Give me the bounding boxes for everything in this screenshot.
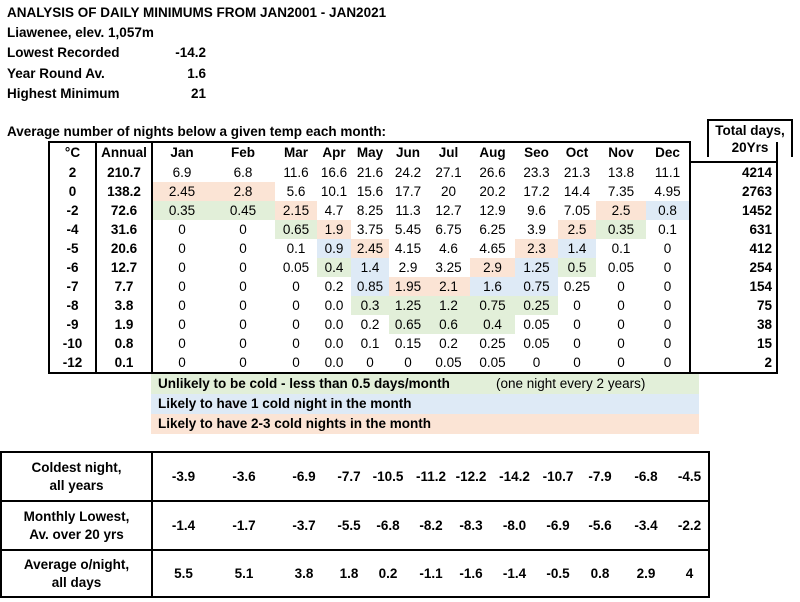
month-value-cell: 2.45	[152, 182, 211, 201]
month-value-cell: 0.65	[389, 315, 427, 334]
summary-value-cell: -8.2	[412, 501, 450, 550]
summary-value-cell: -3.7	[274, 501, 334, 550]
legend-orange-text: Likely to have 2-3 cold nights in the month	[158, 416, 432, 431]
month-value-cell: 0	[617, 336, 625, 351]
month-value-cell: 2.9	[398, 260, 418, 275]
month-value-cell: 0.35	[152, 201, 211, 220]
month-value-cell: 17.2	[523, 184, 550, 199]
temp-cell: -6	[49, 258, 96, 277]
month-value-cell: 15.6	[356, 184, 384, 199]
total-cell: 2	[690, 353, 777, 373]
table-caption: Average number of nights below a given temp each month:	[7, 124, 387, 139]
month-value-cell: 0.15	[394, 336, 422, 351]
month-value-cell: 0.65	[275, 220, 317, 239]
summary-value-cell: -6.8	[621, 452, 671, 501]
stat-value-lowest: -14.2	[175, 45, 206, 60]
summary-value-cell: -2.2	[671, 501, 709, 550]
temp-cell: -2	[49, 201, 96, 220]
header-cell: Feb	[211, 142, 275, 162]
month-value-cell: 11.6	[283, 164, 309, 180]
summary-label-line1: Average o/night,	[23, 556, 130, 572]
summary-label-line2: Av. over 20 yrs	[29, 526, 124, 542]
month-value-cell: 2.5	[596, 201, 646, 220]
month-value-cell: 0.1	[360, 336, 380, 351]
month-value-cell: 0.25	[479, 336, 506, 351]
header-cell: Aug	[470, 142, 515, 162]
table-row	[49, 296, 777, 315]
header-cell: Oct	[558, 142, 596, 162]
month-value-cell: 0.6	[427, 315, 470, 334]
month-value-cell: 0	[239, 241, 247, 256]
header-cell: Apr	[317, 142, 351, 162]
month-value-cell: 5.45	[394, 222, 422, 237]
month-value-cell: 0	[275, 353, 317, 373]
month-value-cell: 0	[646, 258, 690, 277]
month-value-cell: 0	[292, 317, 300, 332]
annual-cell: 72.6	[96, 201, 152, 220]
annual-cell: 3.8	[96, 296, 152, 315]
summary-row	[1, 501, 709, 550]
month-value-cell: 4.7	[324, 203, 344, 218]
month-value-cell: 23.3	[523, 164, 550, 180]
annual-cell: 138.2	[96, 182, 152, 201]
month-value-cell: 20	[440, 184, 457, 199]
month-value-cell: 0.0	[324, 298, 344, 313]
month-value-cell: 0	[515, 353, 558, 373]
annual-cell: 20.6	[96, 239, 152, 258]
month-value-cell: 1.6	[470, 277, 515, 296]
temp-cell: -8	[49, 296, 96, 315]
month-value-cell: 0	[211, 353, 275, 373]
month-value-cell: 0.1	[286, 241, 306, 256]
annual-cell: 1.9	[96, 315, 152, 334]
summary-label-line2: all years	[49, 477, 104, 493]
month-value-cell: 4.15	[394, 241, 422, 256]
header-cell: May	[351, 142, 389, 162]
month-value-cell: 0	[239, 298, 247, 313]
month-value-cell: 24.2	[394, 164, 422, 180]
month-value-cell: 0.2	[360, 317, 380, 332]
total-cell: 4214	[690, 162, 777, 182]
header-cell: Nov	[596, 142, 646, 162]
annual-cell: 12.7	[96, 258, 152, 277]
month-value-cell: 0.8	[646, 201, 690, 220]
summary-label-line1: Monthly Lowest,	[23, 508, 130, 524]
month-value-cell: 0	[239, 317, 247, 332]
stat-value-highest: 21	[190, 86, 206, 101]
month-value-cell: 6.9	[172, 164, 192, 180]
month-value-cell: 0	[178, 222, 186, 237]
month-value-cell: 4.65	[479, 241, 506, 256]
month-value-cell: 0	[617, 298, 625, 313]
legend-green-note: (one night every 2 years)	[496, 376, 646, 391]
month-value-cell: 0.25	[515, 296, 558, 315]
month-value-cell: 0.05	[282, 260, 310, 275]
month-value-cell: 0.4	[317, 258, 351, 277]
month-value-cell: 21.3	[563, 164, 591, 180]
month-value-cell: 0	[178, 279, 186, 294]
month-value-cell: 2.3	[515, 239, 558, 258]
annual-cell: 210.7	[96, 162, 152, 182]
month-value-cell: 2.8	[211, 182, 275, 201]
month-value-cell: 27.1	[435, 164, 462, 180]
month-value-cell: 0	[646, 315, 690, 334]
month-value-cell: 0	[239, 336, 247, 351]
month-value-cell: 17.7	[394, 184, 422, 199]
month-value-cell: 0	[617, 279, 625, 294]
location-label: Liawenee, elev. 1,057m	[7, 25, 154, 40]
month-value-cell: 0	[178, 298, 186, 313]
month-value-cell: 0.0	[324, 336, 344, 351]
temp-cell: 2	[49, 162, 96, 182]
summary-value-cell: -10.5	[364, 452, 412, 501]
total-cell: 1452	[690, 201, 777, 220]
month-value-cell: 20.2	[479, 184, 506, 199]
summary-value-cell: -14.2	[492, 452, 537, 501]
summary-value-cell: -0.5	[537, 550, 579, 597]
month-value-cell: 0.75	[515, 277, 558, 296]
header-cell-total	[690, 142, 777, 162]
month-value-cell: 0.1	[646, 220, 690, 239]
month-value-cell: 0.45	[211, 201, 275, 220]
summary-value-cell: -7.7	[334, 452, 364, 501]
nights-below-temp-table	[48, 141, 778, 374]
annual-cell: 31.6	[96, 220, 152, 239]
summary-value-cell: -7.9	[579, 452, 621, 501]
summary-label-cell	[1, 501, 152, 550]
total-cell: 154	[690, 277, 777, 296]
month-value-cell: 14.4	[563, 184, 591, 199]
summary-value-cell: -8.0	[492, 501, 537, 550]
total-cell: 15	[690, 334, 777, 353]
month-value-cell: 4.6	[439, 241, 458, 256]
summary-value-cell: 3.8	[274, 550, 334, 597]
temp-cell: -12	[49, 353, 96, 373]
month-value-cell: 1.9	[317, 220, 351, 239]
month-value-cell: 26.6	[479, 164, 506, 180]
month-value-cell: 0.85	[351, 277, 389, 296]
report-title: ANALYSIS OF DAILY MINIMUMS FROM JAN2001 - JAN2021	[7, 5, 387, 20]
month-value-cell: 0	[292, 336, 300, 351]
total-cell: 254	[690, 258, 777, 277]
month-value-cell: 0	[351, 353, 389, 373]
month-value-cell: 12.7	[435, 203, 462, 218]
month-value-cell: 0.3	[351, 296, 389, 315]
month-value-cell: 3.75	[356, 222, 384, 237]
month-value-cell: 0	[178, 260, 186, 275]
summary-value-cell: 5.5	[152, 550, 214, 597]
month-value-cell: 2.45	[351, 239, 389, 258]
summary-value-cell: -6.9	[537, 501, 579, 550]
month-value-cell: 0	[239, 260, 247, 275]
month-value-cell: 8.25	[356, 203, 384, 218]
month-value-cell: 0	[292, 279, 300, 294]
month-value-cell: 0	[178, 317, 186, 332]
month-value-cell: 0.05	[607, 260, 635, 275]
month-value-cell: 6.25	[479, 222, 506, 237]
month-value-cell: 1.4	[558, 239, 596, 258]
summary-value-cell: -5.6	[579, 501, 621, 550]
month-value-cell: 5.6	[286, 184, 306, 199]
month-value-cell: 0	[646, 353, 690, 373]
month-value-cell: 6.75	[435, 222, 462, 237]
summary-value-cell: -1.1	[412, 550, 450, 597]
monthly-summary-table	[0, 451, 710, 598]
stat-label-average: Year Round Av.	[7, 66, 105, 81]
month-value-cell: 0	[152, 353, 211, 373]
month-value-cell: 7.05	[563, 203, 591, 218]
month-value-cell: 2.9	[470, 258, 515, 277]
summary-label-line2: all days	[51, 574, 102, 590]
month-value-cell: 2.15	[275, 201, 317, 220]
temp-cell: -4	[49, 220, 96, 239]
month-value-cell: 1.25	[389, 296, 427, 315]
table-row	[49, 334, 777, 353]
month-value-cell: 0	[573, 317, 581, 332]
annual-cell: 0.8	[96, 334, 152, 353]
stat-label-highest: Highest Minimum	[7, 86, 120, 101]
summary-value-cell: -8.3	[450, 501, 492, 550]
summary-value-cell: 4	[671, 550, 709, 597]
month-value-cell: 0	[573, 336, 581, 351]
table-row	[49, 315, 777, 334]
month-value-cell: 11.1	[646, 162, 690, 182]
summary-value-cell: 5.1	[214, 550, 274, 597]
summary-label-cell	[1, 550, 152, 597]
month-value-cell: 0.05	[523, 317, 550, 332]
month-value-cell: 9.6	[527, 203, 546, 218]
summary-row	[1, 452, 709, 501]
month-value-cell: 0	[239, 222, 247, 237]
summary-value-cell: -1.4	[152, 501, 214, 550]
header-cell: Mar	[275, 142, 317, 162]
month-value-cell: 4.95	[646, 182, 690, 201]
month-value-cell: 0.2	[324, 279, 344, 294]
table-header-row	[49, 142, 777, 162]
month-value-cell: 16.6	[320, 164, 348, 180]
month-value-cell: 0	[646, 296, 690, 315]
summary-value-cell: -1.7	[214, 501, 274, 550]
stat-value-average: 1.6	[187, 66, 206, 81]
temp-cell: -7	[49, 277, 96, 296]
total-cell: 2763	[690, 182, 777, 201]
legend-blue-text: Likely to have 1 cold night in the month	[158, 396, 412, 411]
summary-value-cell: 0.2	[364, 550, 412, 597]
summary-label-cell	[1, 452, 152, 501]
summary-value-cell: -3.9	[152, 452, 214, 501]
header-cell: Jan	[152, 142, 211, 162]
header-cell: Dec	[646, 142, 690, 162]
table-row	[49, 162, 777, 182]
month-value-cell: 0.05	[470, 353, 515, 373]
month-value-cell: 0	[558, 353, 596, 373]
month-value-cell: 0	[646, 334, 690, 353]
month-value-cell: 0.25	[563, 279, 591, 294]
month-value-cell: 0.05	[427, 353, 470, 373]
summary-value-cell: -6.8	[364, 501, 412, 550]
legend-green-text: Unlikely to be cold - less than 0.5 days/month	[158, 376, 450, 391]
month-value-cell: 0.9	[317, 239, 351, 258]
table-row	[49, 182, 777, 201]
summary-value-cell: 2.9	[621, 550, 671, 597]
summary-value-cell: -5.5	[334, 501, 364, 550]
month-value-cell: 2.1	[427, 277, 470, 296]
month-value-cell: 6.8	[233, 164, 253, 180]
month-value-cell: 0	[646, 277, 690, 296]
total-days-header-line1: Total days,	[715, 123, 785, 138]
month-value-cell: 7.35	[607, 184, 635, 199]
header-cell: Annual	[96, 142, 152, 162]
month-value-cell: 0.0	[324, 317, 344, 332]
month-value-cell: 0.75	[470, 296, 515, 315]
annual-cell: 0.1	[96, 353, 152, 373]
month-value-cell: 10.1	[320, 184, 348, 199]
month-value-cell: 0.2	[439, 336, 458, 351]
month-value-cell: 0.5	[558, 258, 596, 277]
header-cell: Seo	[515, 142, 558, 162]
table-row	[49, 220, 777, 239]
month-value-cell: 12.9	[479, 203, 506, 218]
total-cell: 38	[690, 315, 777, 334]
summary-value-cell: 1.8	[334, 550, 364, 597]
summary-value-cell: -1.4	[492, 550, 537, 597]
month-value-cell: 0.4	[470, 315, 515, 334]
month-value-cell: 0.35	[596, 220, 646, 239]
table-row	[49, 201, 777, 220]
summary-value-cell: -6.9	[274, 452, 334, 501]
header-cell: Jul	[427, 142, 470, 162]
temp-cell: -10	[49, 334, 96, 353]
summary-row	[1, 550, 709, 597]
month-value-cell: 0	[239, 279, 247, 294]
annual-cell: 7.7	[96, 277, 152, 296]
month-value-cell: 3.9	[527, 222, 546, 237]
temp-cell: -9	[49, 315, 96, 334]
summary-value-cell: -12.2	[450, 452, 492, 501]
legend-orange	[151, 414, 699, 434]
month-value-cell: 0.1	[611, 241, 631, 256]
total-cell: 412	[690, 239, 777, 258]
month-value-cell: 1.25	[515, 258, 558, 277]
month-value-cell: 0	[573, 298, 581, 313]
month-value-cell: 0	[596, 353, 646, 373]
month-value-cell: 1.4	[351, 258, 389, 277]
month-value-cell: 13.8	[607, 164, 635, 180]
month-value-cell: 0	[389, 353, 427, 373]
month-value-cell: 0.05	[523, 336, 550, 351]
month-value-cell: 0	[178, 336, 186, 351]
month-value-cell: 21.6	[356, 164, 384, 180]
table-row	[49, 239, 777, 258]
summary-value-cell: -3.6	[214, 452, 274, 501]
month-value-cell: 2.5	[558, 220, 596, 239]
stat-label-lowest: Lowest Recorded	[7, 45, 120, 60]
table-row	[49, 353, 777, 373]
summary-value-cell: -10.7	[537, 452, 579, 501]
month-value-cell: 0	[292, 298, 300, 313]
total-days-header-line2: 20Yrs	[731, 140, 769, 155]
month-value-cell: 0	[617, 317, 625, 332]
table-row	[49, 277, 777, 296]
table-row	[49, 258, 777, 277]
month-value-cell: 0	[646, 239, 690, 258]
summary-value-cell: 0.8	[579, 550, 621, 597]
summary-value-cell: -11.2	[412, 452, 450, 501]
month-value-cell: 11.3	[395, 203, 421, 218]
total-cell: 631	[690, 220, 777, 239]
temp-cell: -5	[49, 239, 96, 258]
header-cell: Jun	[389, 142, 427, 162]
month-value-cell: 3.25	[435, 260, 462, 275]
month-value-cell: 1.2	[427, 296, 470, 315]
summary-value-cell: -1.6	[450, 550, 492, 597]
summary-value-cell: -4.5	[671, 452, 709, 501]
header-cell: °C	[49, 142, 96, 162]
total-cell: 75	[690, 296, 777, 315]
temp-cell: 0	[49, 182, 96, 201]
month-value-cell: 0.0	[317, 353, 351, 373]
summary-value-cell: -3.4	[621, 501, 671, 550]
legend-blue	[151, 394, 699, 414]
summary-label-line1: Coldest night,	[31, 459, 122, 475]
month-value-cell: 0	[178, 241, 186, 256]
month-value-cell: 1.95	[389, 277, 427, 296]
